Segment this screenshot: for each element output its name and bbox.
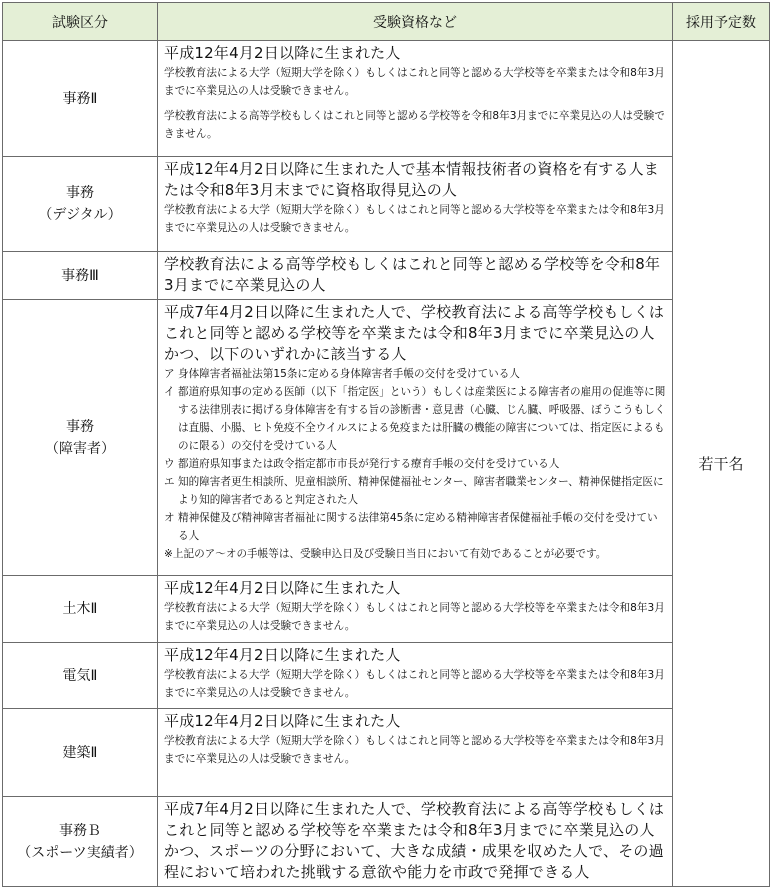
condition-mark: ア (164, 368, 175, 380)
exam-requirements-table (2, 2, 770, 887)
validity-note: ※上記のア～オの手帳等は、受験申込日及び受験日当日において有効であることが必要です。 (164, 548, 607, 560)
exam-category (3, 643, 158, 709)
requirements-cell (158, 252, 673, 300)
recruitment-count: 若干名 (673, 41, 770, 887)
condition-item (164, 473, 667, 509)
category-label: 建築Ⅱ (62, 744, 98, 761)
main-requirement: 学校教育法による高等学校もしくはこれと同等と認める学校等を令和8年3月までに卒業見込の人 (164, 255, 661, 294)
condition-mark: オ (164, 512, 175, 524)
main-requirement: 平成7年4月2日以降に生まれた人で、学校教育法による高等学校もしくはこれと同等と認める学校等を卒業または令和8年3月までに卒業見込の人かつ、以下のいずれかに該当する人 (164, 303, 665, 363)
main-requirement: 平成12年4月2日以降に生まれた人で基本情報技術者の資格を有する人または令和8年3月末までに資格取得見込の人 (164, 160, 659, 199)
table-row (3, 643, 770, 709)
table-row (3, 157, 770, 252)
table-row (3, 576, 770, 643)
sub-requirement: 学校教育法による大学（短期大学を除く）もしくはこれと同等と認める大学校等を卒業または令和8年3月までに卒業見込の人は受験できません。 (164, 669, 665, 699)
exam-category (3, 709, 158, 797)
header-count: 採用予定数 (673, 3, 770, 41)
header-row (3, 3, 770, 41)
condition-mark: ウ (164, 458, 175, 470)
condition-text: 身体障害者福祉法第15条に定める身体障害者手帳の交付を受けている人 (178, 368, 520, 380)
category-label: 事務 (66, 185, 94, 201)
condition-item (164, 365, 667, 383)
category-sublabel: （デジタル） (38, 207, 122, 223)
table-row (3, 41, 770, 157)
table-row (3, 300, 770, 576)
sub-requirement: 学校教育法による高等学校もしくはこれと同等と認める学校等を令和8年3月までに卒業見込の人は受験できません。 (164, 110, 665, 140)
category-label: 事務Ⅱ (62, 90, 98, 107)
category-label: 事務Ⅲ (61, 267, 99, 284)
main-requirement: 平成7年4月2日以降に生まれた人で、学校教育法による高等学校もしくはこれと同等と認める学校等を卒業または令和8年3月までに卒業見込の人かつ、スポーツの分野において、大きな成績・成果を収めた人で、その過程において培われた挑戦する意欲や能力を市政で発揮できる人 (164, 800, 665, 881)
category-sublabel: （スポーツ実績者） (17, 844, 143, 861)
header-requirements: 受験資格など (158, 3, 673, 41)
condition-item (164, 383, 667, 455)
requirements-cell (158, 576, 673, 643)
exam-category (3, 252, 158, 300)
sub-requirement: 学校教育法による大学（短期大学を除く）もしくはこれと同等と認める大学校等を卒業または令和8年3月までに卒業見込の人は受験できません。 (164, 67, 665, 97)
condition-text: 都道府県知事または政令指定都市市長が発行する療育手帳の交付を受けている人 (178, 458, 560, 470)
main-requirement: 平成12年4月2日以降に生まれた人 (164, 579, 401, 597)
category-label: 事務 (66, 418, 94, 435)
requirements-cell (158, 709, 673, 797)
condition-item (164, 455, 667, 473)
sub-requirement: 学校教育法による大学（短期大学を除く）もしくはこれと同等と認める大学校等を卒業または令和8年3月までに卒業見込の人は受験できません。 (164, 204, 665, 234)
table-row (3, 709, 770, 797)
condition-item (164, 509, 667, 545)
exam-category (3, 300, 158, 576)
condition-mark: イ (164, 386, 175, 398)
category-label: 土木Ⅱ (62, 601, 98, 617)
category-label: 電気Ⅱ (62, 667, 98, 684)
exam-category (3, 797, 158, 887)
category-label: 事務Ｂ (59, 822, 101, 839)
condition-text: 知的障害者更生相談所、児童相談所、精神保健福祉センター、障害者職業センター、精神保健指定医により知的障害者であると判定された人 (178, 476, 664, 506)
exam-category (3, 157, 158, 252)
sub-requirement: 学校教育法による大学（短期大学を除く）もしくはこれと同等と認める大学校等を卒業または令和8年3月までに卒業見込の人は受験できません。 (164, 602, 665, 632)
requirements-cell (158, 797, 673, 887)
table-row (3, 252, 770, 300)
sub-requirement: 学校教育法による大学（短期大学を除く）もしくはこれと同等と認める大学校等を卒業または令和8年3月までに卒業見込の人は受験できません。 (164, 735, 665, 765)
condition-mark: エ (164, 476, 175, 488)
condition-text: 精神保健及び精神障害者福祉に関する法律第45条に定める精神障害者保健福祉手帳の交付を受けている人 (178, 512, 658, 542)
condition-text: 都道府県知事の定める医師（以下「指定医」という）もしくは産業医による障害者の雇用の促進等に関する法律別表に掲げる身体障害を有する旨の診断書・意見書（心臓、じん臓、呼吸器、ぼうこうもしくは直腸、小腸、ヒト免疫不全ウイルスによる免疫または肝臓の機能の障害については、指定医によるものに限る）の交付を受けている人 (178, 386, 666, 452)
header-category: 試験区分 (3, 3, 158, 41)
requirements-cell (158, 41, 673, 157)
table-row (3, 797, 770, 887)
requirements-cell (158, 300, 673, 576)
main-requirement: 平成12年4月2日以降に生まれた人 (164, 712, 401, 730)
category-sublabel: （障害者） (45, 440, 115, 457)
main-requirement: 平成12年4月2日以降に生まれた人 (164, 646, 401, 664)
requirements-cell (158, 643, 673, 709)
main-requirement: 平成12年4月2日以降に生まれた人 (164, 44, 401, 62)
requirements-cell (158, 157, 673, 252)
exam-category (3, 41, 158, 157)
exam-category (3, 576, 158, 643)
